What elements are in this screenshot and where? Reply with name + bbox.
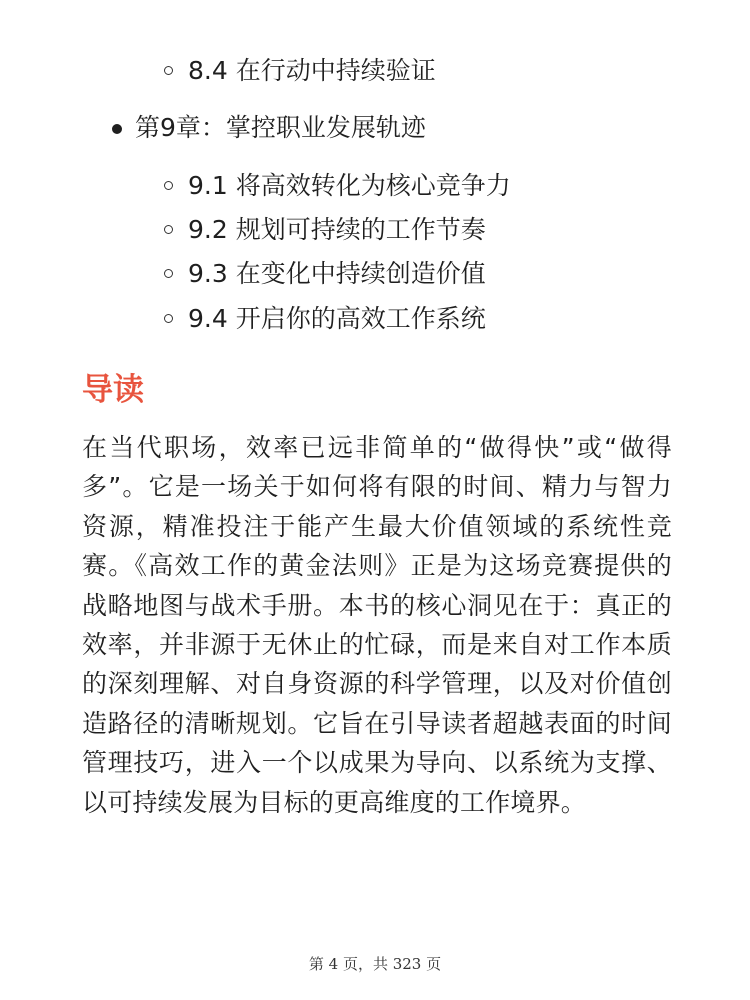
hollow-bullet-icon — [164, 269, 173, 278]
hollow-bullet-icon — [164, 225, 173, 234]
hollow-bullet-icon — [164, 181, 173, 190]
toc-chapter-9[interactable]: 第9章：掌控职业发展轨迹 — [135, 113, 426, 142]
toc-item-9-2[interactable]: 9.2 规划可持续的工作节奏 — [188, 215, 486, 244]
toc-item-9-3[interactable]: 9.3 在变化中持续创造价值 — [188, 259, 486, 288]
page-number: 第 4 页，共 323 页 — [308, 955, 442, 973]
hollow-bullet-icon — [164, 314, 173, 323]
section-heading: 导读 — [82, 372, 144, 408]
solid-bullet-icon — [112, 124, 122, 134]
intro-paragraph: 在当代职场，效率已远非简单的“做得快”或“做得多”。它是一场关于如何将有限的时间、精力与智力资源，精准投注于能产生最大价值领域的系统性竞赛。《高效工作的黄金法则》正是为这场竞赛提供的战略地图与战术手册。本书的核心洞见在于：真正的效率，并非源于无休止的忙碌，而是来自对工作本质的深刻理解、对自身资源的科学管理，以及对价值创造路径的清晰规划。它旨在引导读者超越表面的时间管理技巧，进入一个以成果为导向、以系统为支撑、以可持续发展为目标的更高维度的工作境界。 — [82, 433, 672, 817]
toc-item-8-4[interactable]: 8.4 在行动中持续验证 — [188, 56, 436, 85]
toc-item-9-1[interactable]: 9.1 将高效转化为核心竞争力 — [188, 171, 511, 200]
hollow-bullet-icon — [164, 66, 173, 75]
toc-item-9-4[interactable]: 9.4 开启你的高效工作系统 — [188, 304, 486, 333]
